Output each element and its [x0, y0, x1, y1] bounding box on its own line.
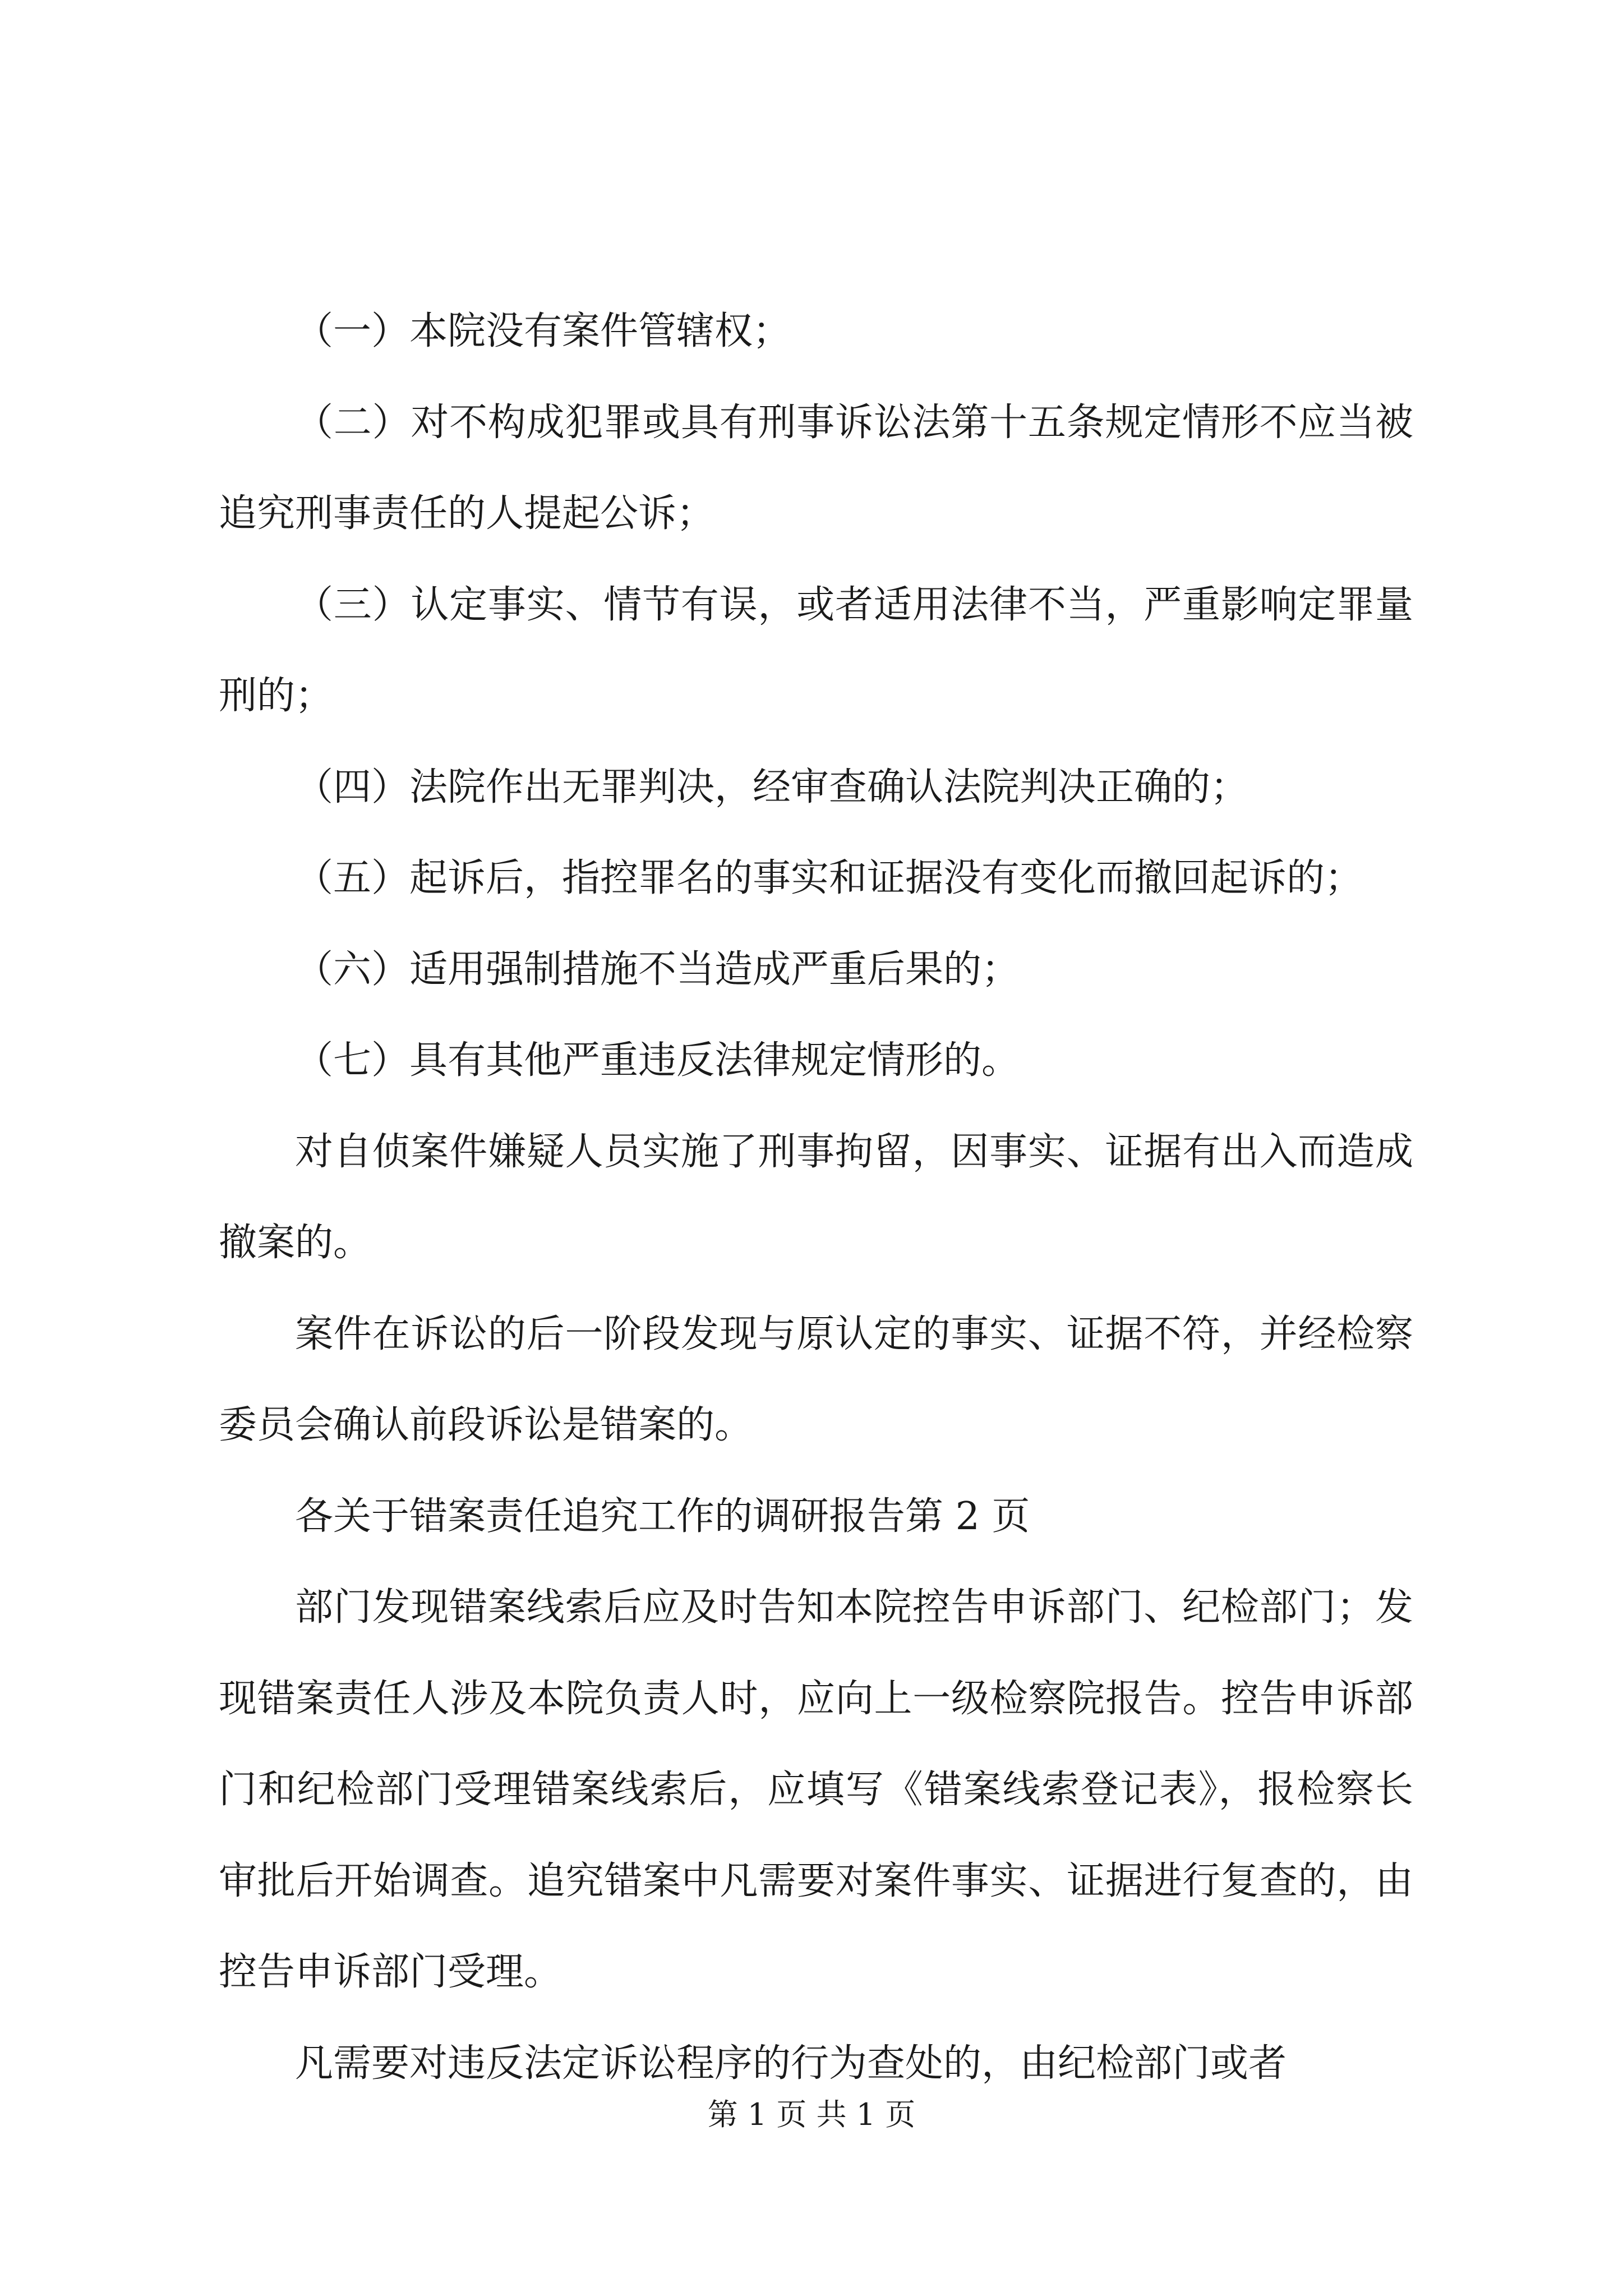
document-body [219, 286, 1413, 2109]
paragraph-procedure-violation: 凡需要对违反法定诉讼程序的行为查处的，由纪检部门或者 [295, 2041, 1287, 2086]
paragraph-item-7: （七）具有其他严重违反法律规定情形的。 [295, 1038, 1020, 1083]
paragraph-detention-case: 对自侦案件嫌疑人员实施了刑事拘留，因事实、证据有出入而造成撤案的。 [219, 1129, 1413, 1265]
paragraph-item-1: （一）本院没有案件管辖权； [295, 309, 791, 353]
paragraph-item-2: （二）对不构成犯罪或具有刑事诉讼法第十五条规定情形不应当被追究刑事责任的人提起公诉； [219, 400, 1413, 536]
paragraph-clue-handling: 部门发现错案线索后应及时告知本院控告申诉部门、纪检部门；发现错案责任人涉及本院负责人时，应向上一级检察院报告。控告申诉部门和纪检部门受理错案线索后，应填写《错案线索登记表》，报检察长审批后开始调查。追究错案中凡需要对案件事实、证据进行复查的，由控告申诉部门受理。 [219, 1585, 1413, 1994]
paragraph-item-3: （三）认定事实、情节有误，或者适用法律不当，严重影响定罪量刑的； [219, 582, 1413, 718]
paragraph-item-5: （五）起诉后，指控罪名的事实和证据没有变化而撤回起诉的； [295, 856, 1363, 900]
paragraph-item-6: （六）适用强制措施不当造成严重后果的； [295, 947, 1020, 992]
paragraph-later-stage: 案件在诉讼的后一阶段发现与原认定的事实、证据不符，并经检察委员会确认前段诉讼是错案的。 [219, 1312, 1413, 1447]
paragraph-item-4: （四）法院作出无罪判决，经审查确认法院判决正确的； [295, 765, 1249, 809]
page-footer: 第 1 页 共 1 页 [707, 2097, 916, 2132]
paragraph-report-title: 各关于错案责任追究工作的调研报告第 2 页 [295, 1494, 1030, 1539]
